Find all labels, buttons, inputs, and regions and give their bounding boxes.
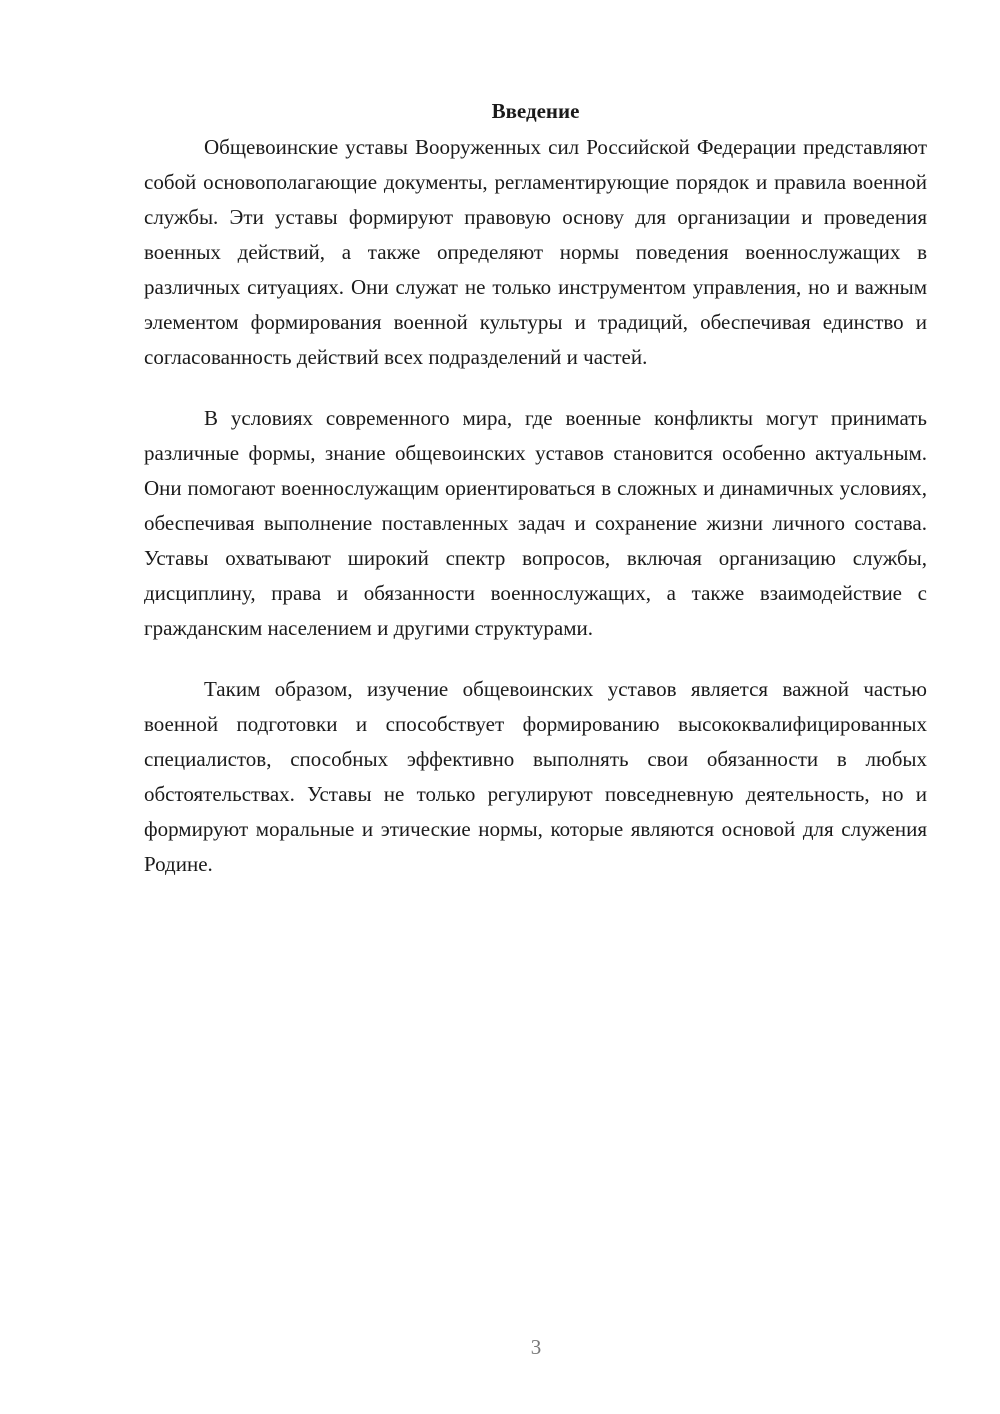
paragraph-2: В условиях современного мира, где военные конфликты могут принимать различные формы, знание общевоинских уставов становится особенно актуальным. Они помогают военнослужащим ориентироваться в сложных и динамичных условиях, обеспечивая выполнение поставленных задач и сохранение жизни личного состава. Уставы охватывают широкий спектр вопросов, включая организацию службы, дисциплину, права и обязанности военнослужащих, а также взаимодействие с гражданским населением и другими структурами. xyxy=(144,406,927,640)
paragraph-1: Общевоинские уставы Вооруженных сил Российской Федерации представляют собой основополагающие документы, регламентирующие порядок и правила военной службы. Эти уставы формируют правовую основу для организации и проведения военных действий, а также определяют нормы поведения военнослужащих в различных ситуациях. Они служат не только инструментом управления, но и важным элементом формирования военной культуры и традиций, обеспечивая единство и согласованность действий всех подразделений и частей. xyxy=(144,135,927,369)
page-number: 3 xyxy=(530,1335,542,1359)
page-content xyxy=(144,94,927,908)
section-heading: Введение xyxy=(491,99,580,123)
paragraph-3: Таким образом, изучение общевоинских уставов является важной частью военной подготовки и способствует формированию высококвалифицированных специалистов, способных эффективно выполнять свои обязанности в любых обстоятельствах. Уставы не только регулируют повседневную деятельность, но и формируют моральные и этические нормы, которые являются основой для служения Родине. xyxy=(144,677,927,876)
